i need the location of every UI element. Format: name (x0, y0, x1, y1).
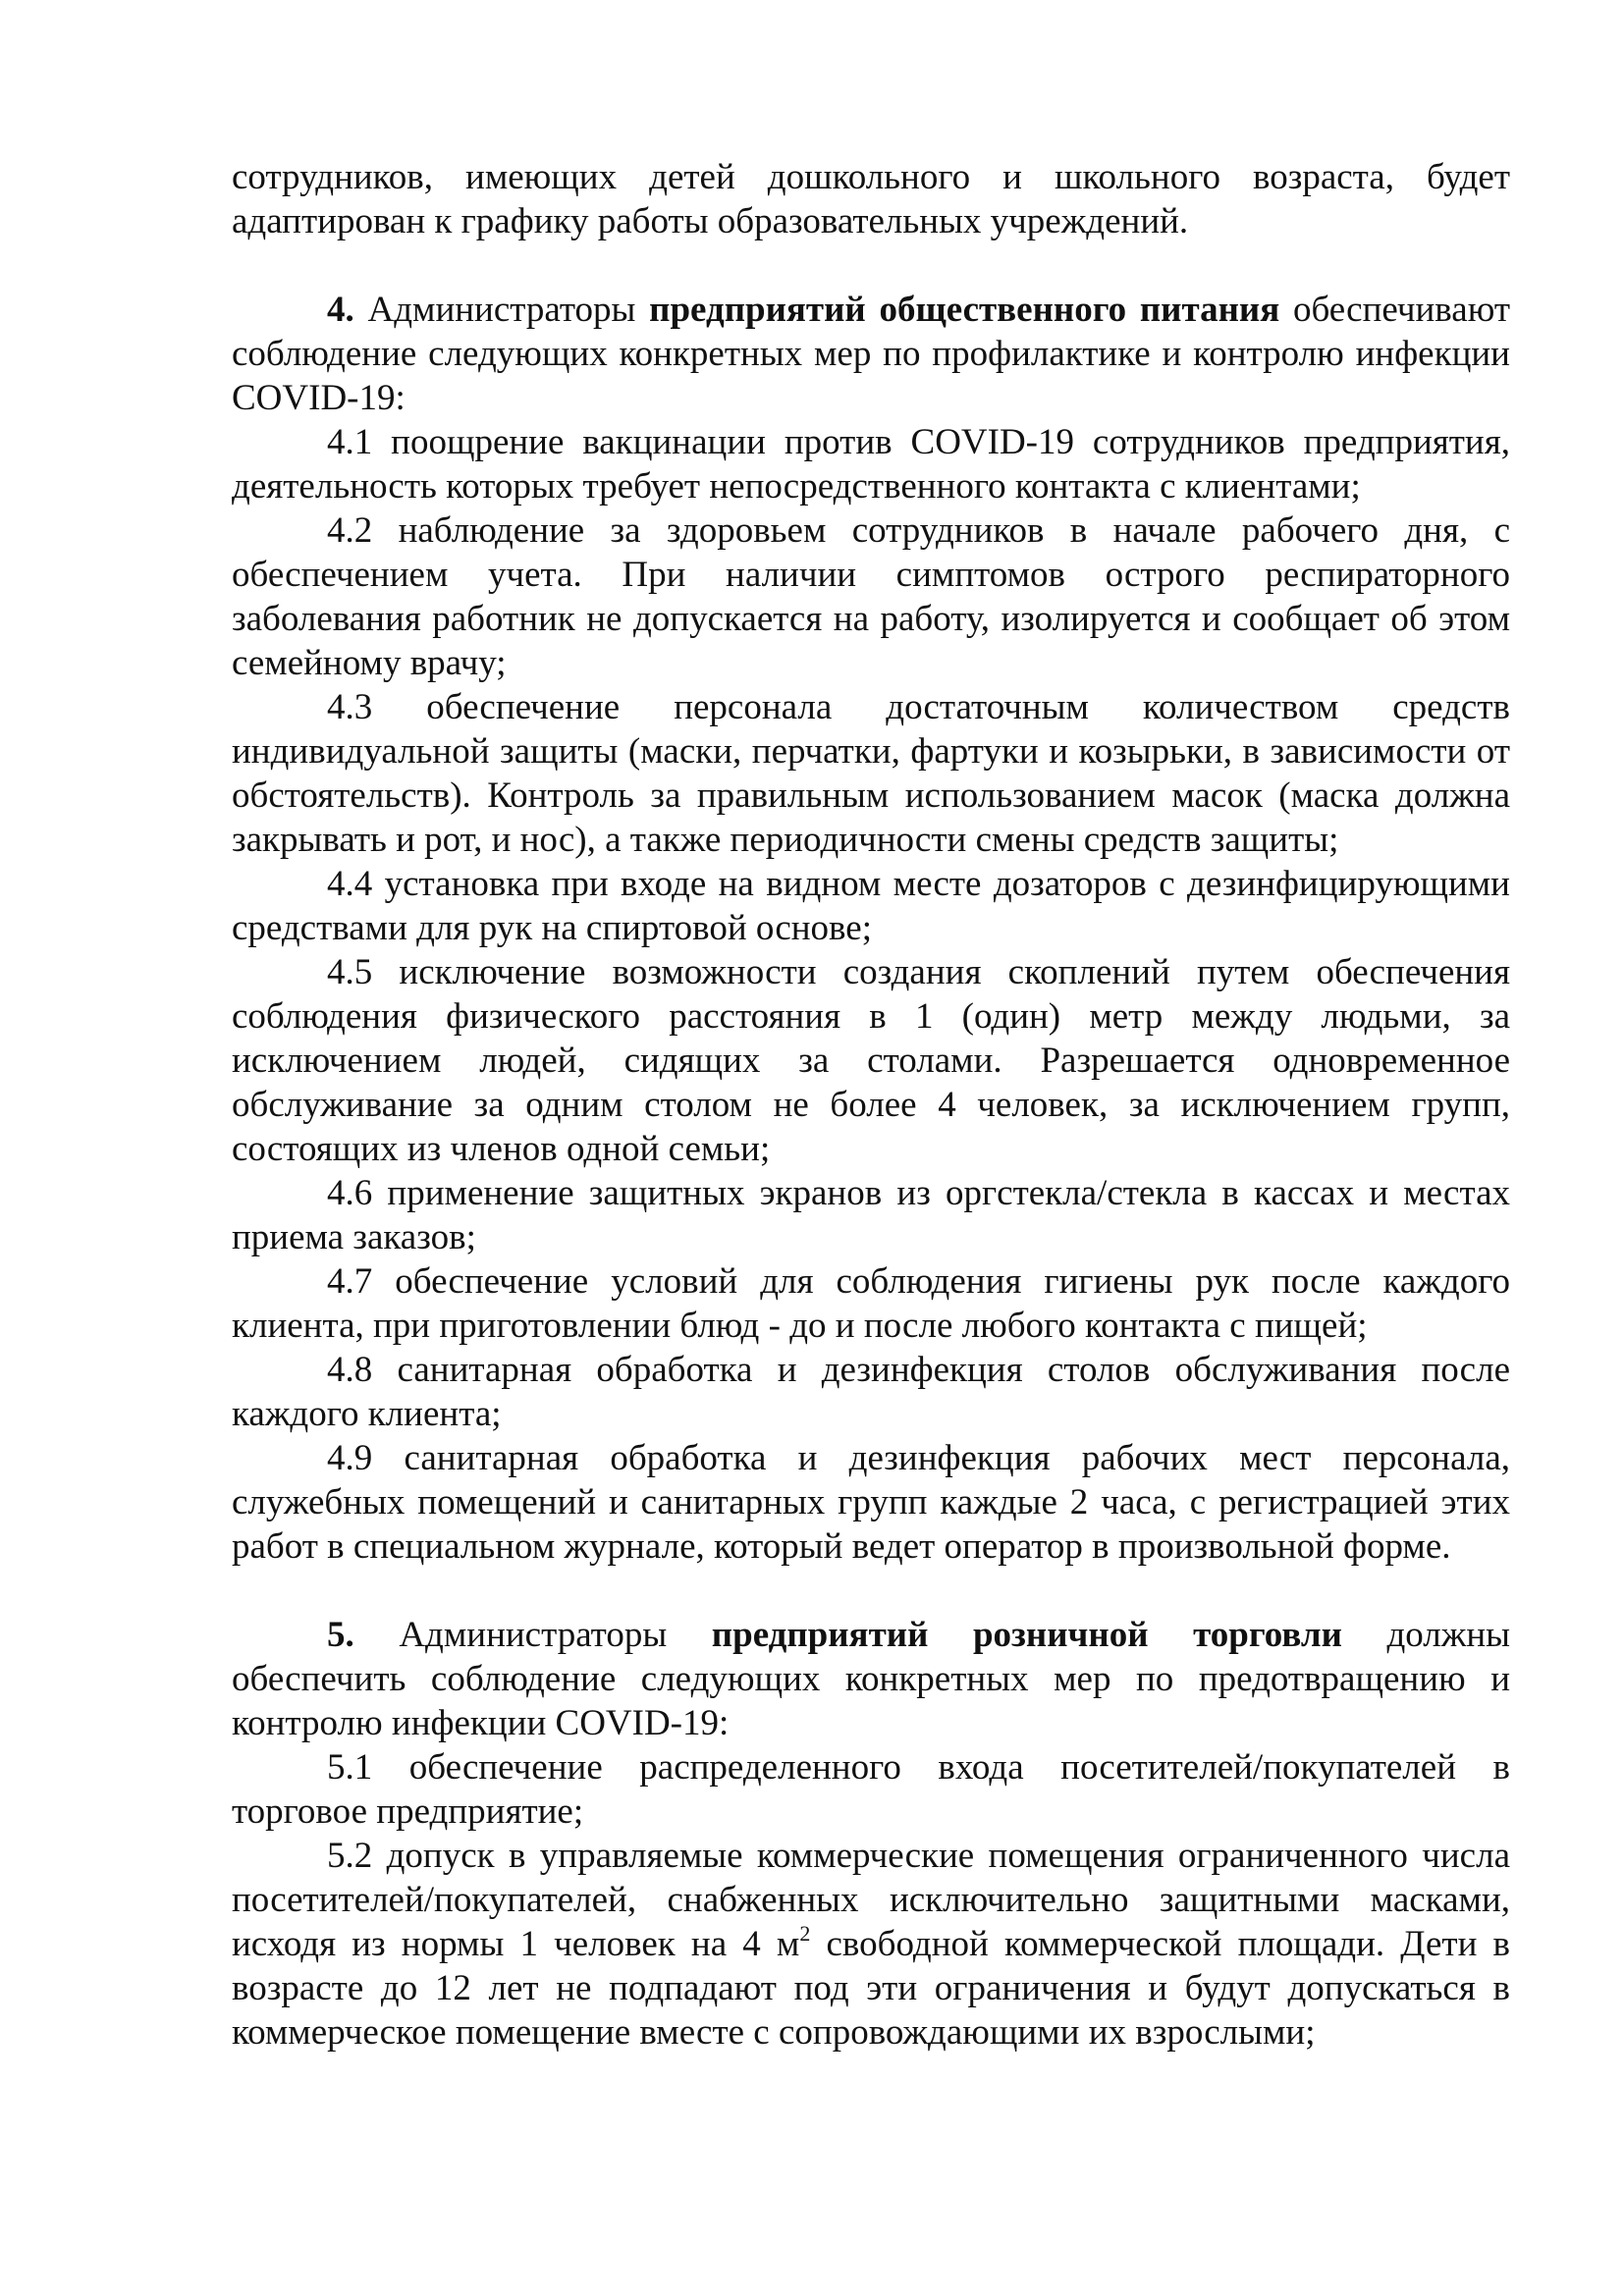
item-4-1: 4.1 поощрение вакцинации против COVID-19 сотрудников предприятия, деятельность которых требует непосредственного контакта с клиентами; (232, 422, 1510, 507)
section-5-lead (232, 1613, 1510, 1745)
section-4-lead-start: Администраторы (367, 290, 636, 330)
item-4-7: 4.7 обеспечение условий для соблюдения гигиены рук после каждого клиента, при приготовлении блюд - до и после любого контакта с пищей; (232, 1261, 1510, 1346)
item-4-4: 4.4 установка при входе на видном месте дозаторов с дезинфицирующими средствами для рук на спиртовой основе; (232, 864, 1510, 948)
section-5-lead-end: должны обеспечить соблюдение следующих конкретных мер по предотвращению и контролю инфекции COVID-19: (232, 1615, 1510, 1743)
square-meter-superscript: 2 (799, 1921, 811, 1946)
item-5-1: 5.1 обеспечение распределенного входа посетителей/покупателей в торговое предприятие; (232, 1747, 1510, 1832)
document-page (232, 155, 1510, 2055)
item-4-9: 4.9 санитарная обработка и дезинфекция рабочих мест персонала, служебных помещений и санитарных групп каждые 2 часа, с регистрацией этих работ в специальном журнале, который ведет оператор в произвольной форме. (232, 1438, 1510, 1567)
item-4-6: 4.6 применение защитных экранов из оргстекла/стекла в кассах и местах приема заказов; (232, 1173, 1510, 1257)
item-4-8: 4.8 санитарная обработка и дезинфекция столов обслуживания после каждого клиента; (232, 1350, 1510, 1434)
section-4-number: 4. (327, 290, 354, 330)
item-5-2-end: свободной коммерческой площади. Дети в возрасте до 12 лет не подпадают под эти ограничения и будут допускаться в коммерческое помещение вместе с сопровождающими их взрослыми; (232, 1924, 1511, 2053)
section-5-lead-start: Администраторы (399, 1615, 668, 1655)
continuation-paragraph: сотрудников, имеющих детей дошкольного и школьного возраста, будет адаптирован к графику работы образовательных учреждений. (232, 157, 1510, 241)
section-5-number: 5. (327, 1615, 354, 1655)
section-4-lead-end: обеспечивают соблюдение следующих конкретных мер по профилактике и контролю инфекции COVID-19: (232, 290, 1511, 418)
section-4-lead (232, 288, 1510, 420)
item-5-2-start: 5.2 допуск в управляемые коммерческие помещения ограниченного числа посетителей/покупателей, снабженных исключительно защитными масками, исходя из нормы 1 человек на 4 м (232, 1836, 1510, 1964)
paragraph-gap (232, 243, 1510, 288)
section-4-subject: предприятий общественного питания (649, 290, 1280, 330)
section-5-subject: предприятий розничной торговли (711, 1615, 1342, 1655)
item-4-3: 4.3 обеспечение персонала достаточным количеством средств индивидуальной защиты (маски, перчатки, фартуки и козырьки, в зависимости от обстоятельств). Контроль за правильным использованием масок (маска должна закрывать и рот, и нос), а также периодичности смены средств защиты; (232, 687, 1510, 860)
item-5-2 (232, 1834, 1510, 2055)
item-4-2: 4.2 наблюдение за здоровьем сотрудников в начале рабочего дня, с обеспечением учета. При наличии симптомов острого респираторного заболевания работник не допускается на работу, изолируется и сообщает об этом семейному врачу; (232, 510, 1510, 683)
item-4-5: 4.5 исключение возможности создания скоплений путем обеспечения соблюдения физического расстояния в 1 (один) метр между людьми, за исключением людей, сидящих за столами. Разрешается одновременное обслуживание за одним столом не более 4 человек, за исключением групп, состоящих из членов одной семьи; (232, 952, 1510, 1169)
paragraph-gap (232, 1569, 1510, 1613)
